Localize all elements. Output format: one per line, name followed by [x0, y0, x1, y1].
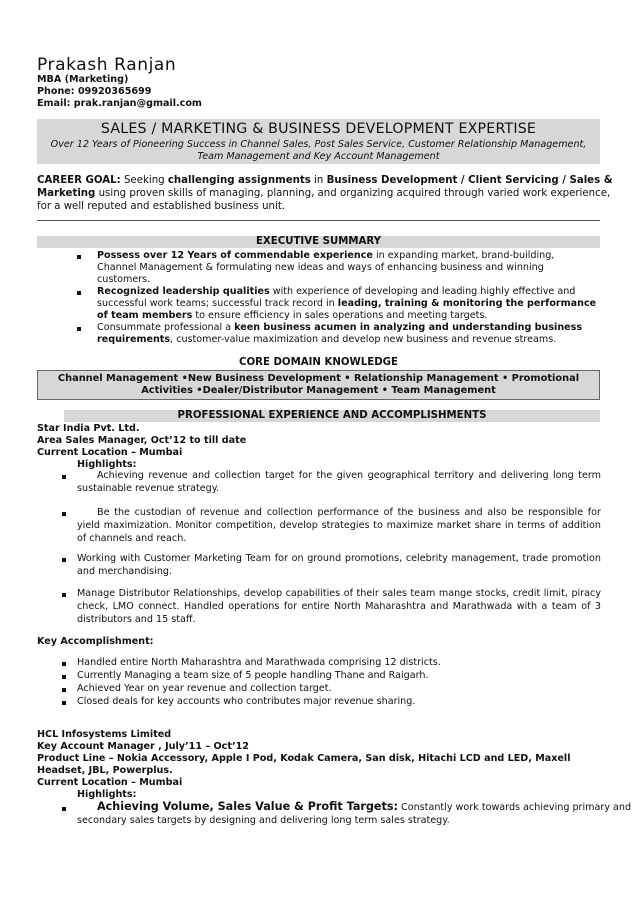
- email: Email: prak.ranjan@gmail.com: [37, 98, 202, 109]
- job2-company: HCL Infosystems Limited: [37, 729, 172, 740]
- career-goal-line-3: for a well reputed and established business unit.: [37, 201, 286, 212]
- bullet: [77, 255, 81, 259]
- bullet: [62, 558, 66, 562]
- exec-item-2-line-1: Recognized leadership qualities with experience of developing and leading highly effective and: [97, 286, 576, 297]
- job1-highlight-1: Achieving revenue and collection target for the given geographical territory and delivering long term sustainable revenue strategy.: [77, 470, 601, 495]
- key-item-4: Closed deals for key accounts who contributes major revenue sharing.: [77, 696, 416, 707]
- bullet: [77, 291, 81, 295]
- exec-item-1-line-3: customers.: [97, 274, 151, 285]
- job2-highlight-1-line-1: Achieving Volume, Sales Value & Profit Targets: Constantly work towards achieving primary and: [97, 800, 632, 813]
- experience-title: PROFESSIONAL EXPERIENCE AND ACCOMPLISHMENTS: [177, 410, 487, 421]
- bullet: [62, 675, 66, 679]
- core-domain-line-2: Activities •Dealer/Distributor Management • Team Management: [141, 385, 496, 396]
- bullet: [62, 512, 66, 516]
- bullet: [77, 327, 81, 331]
- bullet: [62, 807, 66, 811]
- career-goal-label: CAREER GOAL:: [37, 175, 121, 186]
- key-item-1: Handled entire North Maharashtra and Marathwada comprising 12 districts.: [77, 657, 441, 668]
- job1-role: Area Sales Manager, Oct’12 to till date: [37, 435, 247, 446]
- career-goal-line-1: CAREER GOAL: Seeking challenging assignments in Business Development / Client Servicing / Sales &: [37, 175, 613, 186]
- key-item-2: Currently Managing a team size of 5 people handling Thane and Raigarh.: [77, 670, 429, 681]
- exec-item-2-line-2: successful work teams; successful track record in leading, training & monitoring the performance: [97, 298, 597, 309]
- bullet: [62, 688, 66, 692]
- job2-product-line-1: Product Line – Nokia Accessory, Apple I Pod, Kodak Camera, San disk, Hitachi LCD and LED, Maxell: [37, 753, 571, 764]
- divider: [37, 220, 600, 221]
- exec-summary-title: EXECUTIVE SUMMARY: [255, 236, 382, 247]
- job1-highlight-3: Working with Customer Marketing Team for on ground promotions, celebrity management, trade promotion and merchandising.: [77, 553, 601, 578]
- job2-location: Current Location – Mumbai: [37, 777, 183, 788]
- bullet: [62, 593, 66, 597]
- phone: Phone: 09920365699: [37, 86, 152, 97]
- exec-item-1-line-1: Possess over 12 Years of commendable experience in expanding market, brand-building,: [97, 250, 555, 261]
- expertise-line-2: Team Management and Key Account Management: [197, 151, 440, 162]
- key-item-3: Achieved Year on year revenue and collection target.: [77, 683, 332, 694]
- bullet: [62, 662, 66, 666]
- exec-item-2-line-3: of team members to ensure efficiency in sales operations and meeting targets.: [97, 310, 488, 321]
- exec-item-3-line-2: requirements, customer-value maximization and develop new business and revenue streams.: [97, 334, 557, 345]
- job1-key-accomplishment-label: Key Accomplishment:: [37, 636, 154, 647]
- bullet: [62, 475, 66, 479]
- bullet: [62, 701, 66, 705]
- job2-highlights-label: Highlights:: [77, 789, 137, 800]
- candidate-name: Prakash Ranjan: [37, 55, 177, 75]
- exec-item-3-line-1: Consummate professional a keen business acumen in analyzing and understanding business: [97, 322, 583, 333]
- job1-location: Current Location – Mumbai: [37, 447, 183, 458]
- job2-role: Key Account Manager , July’11 – Oct’12: [37, 741, 249, 752]
- career-goal-line-2: Marketing using proven skills of managing, planning, and organizing acquired through varied work experience,: [37, 188, 611, 199]
- job1-highlight-4: Manage Distributor Relationships, develop capabilities of their sales team mange stocks, credit limit, piracy check, LMO connect. Handled operations for entire North Maharashtra and Marathwada with a team of 3 distributors and 15 staff.: [77, 588, 601, 626]
- core-domain-line-1: Channel Management •New Business Development • Relationship Management • Promotional: [57, 373, 580, 384]
- degree: MBA (Marketing): [37, 74, 129, 85]
- job1-highlights-label: Highlights:: [77, 459, 137, 470]
- job2-product-line-2: Headset, JBL, Powerplus.: [37, 765, 173, 776]
- expertise-line-1: Over 12 Years of Pioneering Success in Channel Sales, Post Sales Service, Customer Relationship Management,: [50, 139, 587, 150]
- core-domain-title: CORE DOMAIN KNOWLEDGE: [238, 357, 399, 368]
- expertise-title: SALES / MARKETING & BUSINESS DEVELOPMENT EXPERTISE: [100, 121, 537, 137]
- job2-highlight-1-line-2: secondary sales targets by designing and delivering long term sales strategy.: [77, 815, 450, 826]
- job1-highlight-2: Be the custodian of revenue and collection performance of the business and also be responsible for yield maximization. Monitor competition, develop strategies to maximize market share in terms of addition of channels and reach.: [77, 507, 601, 545]
- exec-item-1-line-2: Channel Management & formulating new ideas and ways of enhancing business and winning: [97, 262, 544, 273]
- job1-company: Star India Pvt. Ltd.: [37, 423, 140, 434]
